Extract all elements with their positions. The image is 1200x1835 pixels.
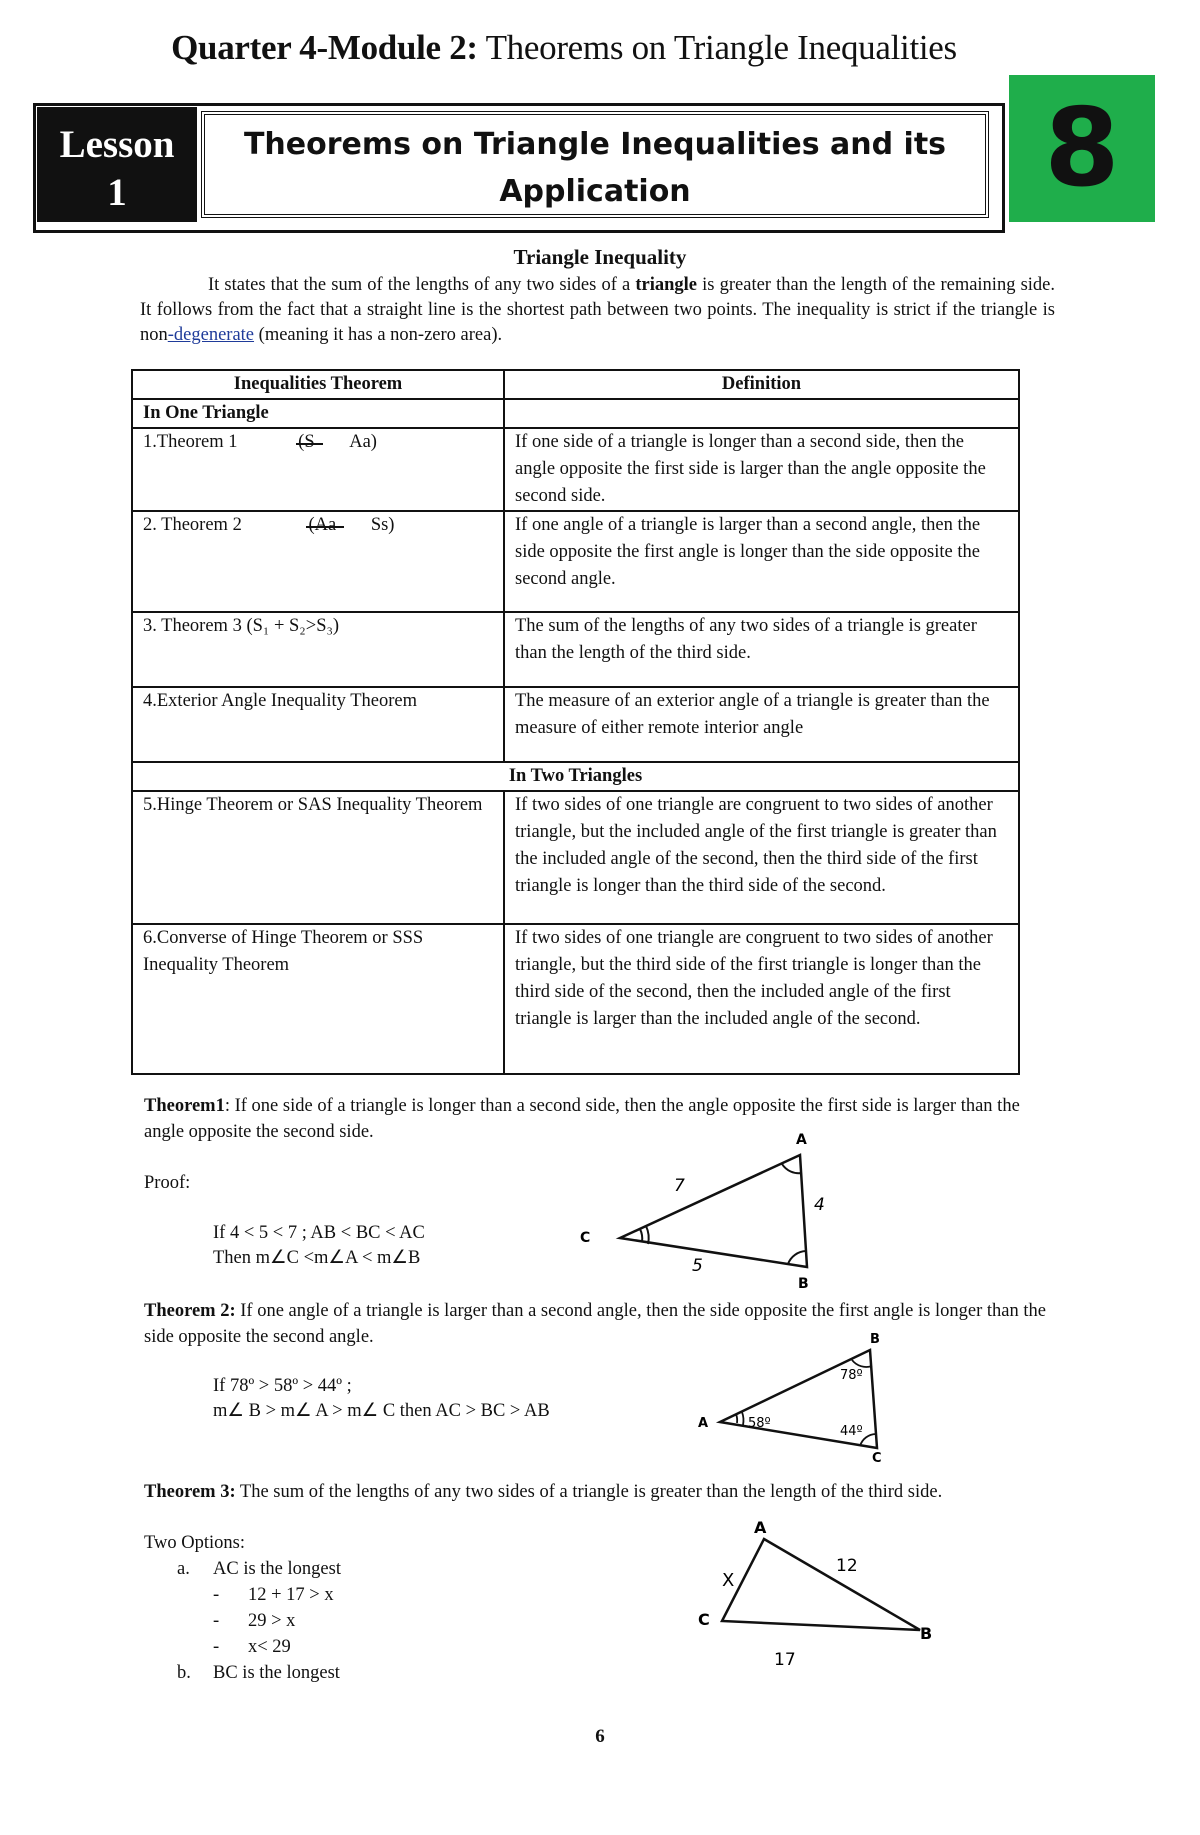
empty-cell — [504, 399, 1019, 428]
angle-arc-a — [782, 1164, 802, 1173]
option-b-marker: b. — [177, 1663, 191, 1683]
theorem-name-cell — [132, 511, 504, 612]
theorem2-figure — [690, 1330, 900, 1465]
definition-cell: If one side of a triangle is longer than a second side, then the angle opposite the first side is larger than the angle opposite the second side. — [504, 428, 1019, 511]
module-title — [0, 28, 1128, 68]
bullet-dash: - — [213, 1611, 220, 1631]
triangle-shape — [722, 1539, 920, 1630]
theorem1-line1: If 4 < 5 < 7 ; AB < BC < AC — [213, 1223, 425, 1243]
col-header-definition: Definition — [504, 370, 1019, 399]
theorem-symbol-a: (Aa — [308, 512, 336, 539]
side-label-cb: 17 — [774, 1650, 796, 1670]
intro-bold: triangle — [635, 275, 698, 295]
intro-paragraph — [140, 273, 1055, 348]
col-header-theorem: Inequalities Theorem — [132, 370, 504, 399]
angle-arc-a — [736, 1414, 737, 1423]
angle-label-c: 44º — [840, 1424, 863, 1439]
theorem1-figure — [570, 1125, 840, 1295]
definition-cell: If two sides of one triangle are congruent to two sides of another triangle, but the included angle of the first triangle is greater than the included angle of the second, then the third side of the first triangle is longer than the third side of the second. — [504, 791, 1019, 924]
inequality-line: x< 29 — [248, 1637, 291, 1657]
theorem1-line2: Then m∠C <m∠A < m∠B — [213, 1248, 421, 1268]
table-section-row — [132, 762, 1019, 791]
table-row — [132, 428, 1019, 511]
theorem-name-cell: 6.Converse of Hinge Theorem or SSS Inequality Theorem — [132, 924, 504, 1074]
lesson-number: 1 — [107, 171, 127, 214]
bullet-dash: - — [213, 1585, 220, 1605]
table-row — [132, 687, 1019, 762]
theorem-name-cell: 3. Theorem 3 (S₁ + S₂>S₃) — [132, 612, 504, 687]
option-a-marker: a. — [177, 1559, 190, 1579]
definition-cell: If two sides of one triangle are congruent to two sides of another triangle, but the third side of the first triangle is longer than the third side of the second, then the included angle of the first triangle is larger than the included angle of the second. — [504, 924, 1019, 1074]
table-header-row — [132, 370, 1019, 399]
options-label: Two Options: — [144, 1533, 245, 1553]
angle-arc-b — [788, 1251, 806, 1264]
vertex-c: C — [872, 1451, 882, 1465]
theorem-name-cell: 4.Exterior Angle Inequality Theorem — [132, 687, 504, 762]
intro-text-c: (meaning it has a non-zero area). — [254, 325, 503, 345]
side-label-ac: 7 — [674, 1176, 685, 1196]
theorem1-text: : If one side of a triangle is longer than a second side, then the angle opposite the first side is larger than the angle opposite the second side. — [144, 1096, 1020, 1142]
theorem2-label: Theorem 2: — [144, 1301, 236, 1321]
module-title-bold: Quarter 4-Module 2: — [171, 28, 478, 67]
lesson-label-box — [37, 107, 197, 222]
section-heading: Triangle Inequality — [513, 245, 687, 269]
theorem3-text: The sum of the lengths of any two sides of a triangle is greater than the length of the third side. — [235, 1482, 943, 1502]
theorem2-statement — [144, 1298, 1049, 1350]
side-label-ab: 12 — [836, 1556, 858, 1576]
lesson-label: Lesson — [59, 123, 175, 166]
theorem-name-cell: 5.Hinge Theorem or SAS Inequality Theorem — [132, 791, 504, 924]
option-b-text: BC is the longest — [213, 1663, 340, 1683]
section-two-triangles: In Two Triangles — [132, 762, 1019, 791]
proof-label: Proof: — [144, 1173, 191, 1193]
theorem-name: 1.Theorem 1 — [143, 432, 238, 452]
side-label-ac: X — [722, 1570, 735, 1591]
angle-arc-a2 — [742, 1412, 743, 1425]
theorem-symbol-b: Ss) — [370, 515, 395, 535]
vertex-b: B — [870, 1332, 880, 1347]
intro-text-b: is greater than the length of the remaining side. It follows from the fact that a straight line is the shortest path between two points. The inequality is strict if the triangle is non — [140, 275, 1056, 345]
theorem-name-cell — [132, 428, 504, 511]
bullet-dash: - — [213, 1637, 220, 1657]
vertex-a: A — [796, 1132, 807, 1148]
angle-label-b: 78º — [840, 1368, 863, 1383]
theorem1-label: Theorem1 — [144, 1096, 225, 1116]
definition-cell: The measure of an exterior angle of a triangle is greater than the measure of either remote interior angle — [504, 687, 1019, 762]
theorem-symbol-b: Aa) — [349, 432, 377, 452]
grade-badge: 8 — [1009, 75, 1155, 222]
option-a-text: AC is the longest — [213, 1559, 341, 1579]
theorem3-label: Theorem 3: — [144, 1482, 236, 1502]
module-title-rest: Theorems on Triangle Inequalities — [477, 28, 957, 67]
section-one-triangle: In One Triangle — [132, 399, 504, 428]
lesson-title-line1: Theorems on Triangle Inequalities and its — [243, 127, 947, 162]
theorem2-line2: m∠ B > m∠ A > m∠ C then AC > BC > AB — [213, 1401, 550, 1421]
vertex-c: C — [580, 1230, 591, 1246]
lesson-title — [201, 111, 989, 218]
theorem-name: 2. Theorem 2 — [143, 515, 242, 535]
theorem-symbol-a: (S — [298, 429, 314, 456]
table-row — [132, 612, 1019, 687]
vertex-a: A — [698, 1416, 709, 1431]
vertex-b: B — [920, 1624, 933, 1643]
intro-text-a: It states that the sum of the lengths of any two sides of a — [208, 275, 636, 295]
table-row — [132, 511, 1019, 612]
side-label-cb: 5 — [692, 1256, 703, 1276]
vertex-a: A — [754, 1518, 767, 1537]
vertex-c: C — [698, 1610, 710, 1629]
definition-cell: If one angle of a triangle is larger than a second angle, then the side opposite the first angle is longer than the side opposite the second angle. — [504, 511, 1019, 612]
table-row — [132, 791, 1019, 924]
theorem3-statement — [144, 1479, 1049, 1505]
table-row — [132, 924, 1019, 1074]
inequality-line: 12 + 17 > x — [248, 1585, 334, 1605]
side-label-ab: 4 — [814, 1195, 825, 1215]
theorem2-text: If one angle of a triangle is larger than a second angle, then the side opposite the first angle is longer than the side opposite the second angle. — [144, 1301, 1046, 1347]
triangle-shape — [620, 1155, 807, 1267]
inequality-line: 29 > x — [248, 1611, 296, 1631]
vertex-b: B — [798, 1276, 809, 1292]
theorem3-figure — [690, 1515, 950, 1675]
lesson-title-line2: Application — [499, 174, 691, 209]
theorem2-line1: If 78º > 58º > 44º ; — [213, 1376, 352, 1396]
angle-arc-b — [852, 1360, 872, 1367]
angle-label-a: 58º — [748, 1416, 771, 1431]
degenerate-link[interactable]: -degenerate — [167, 325, 255, 345]
table-section-row — [132, 399, 1019, 428]
definition-cell: The sum of the lengths of any two sides of a triangle is greater than the length of the third side. — [504, 612, 1019, 687]
theorems-table — [131, 369, 1020, 1075]
page-number: 6 — [595, 1726, 605, 1747]
